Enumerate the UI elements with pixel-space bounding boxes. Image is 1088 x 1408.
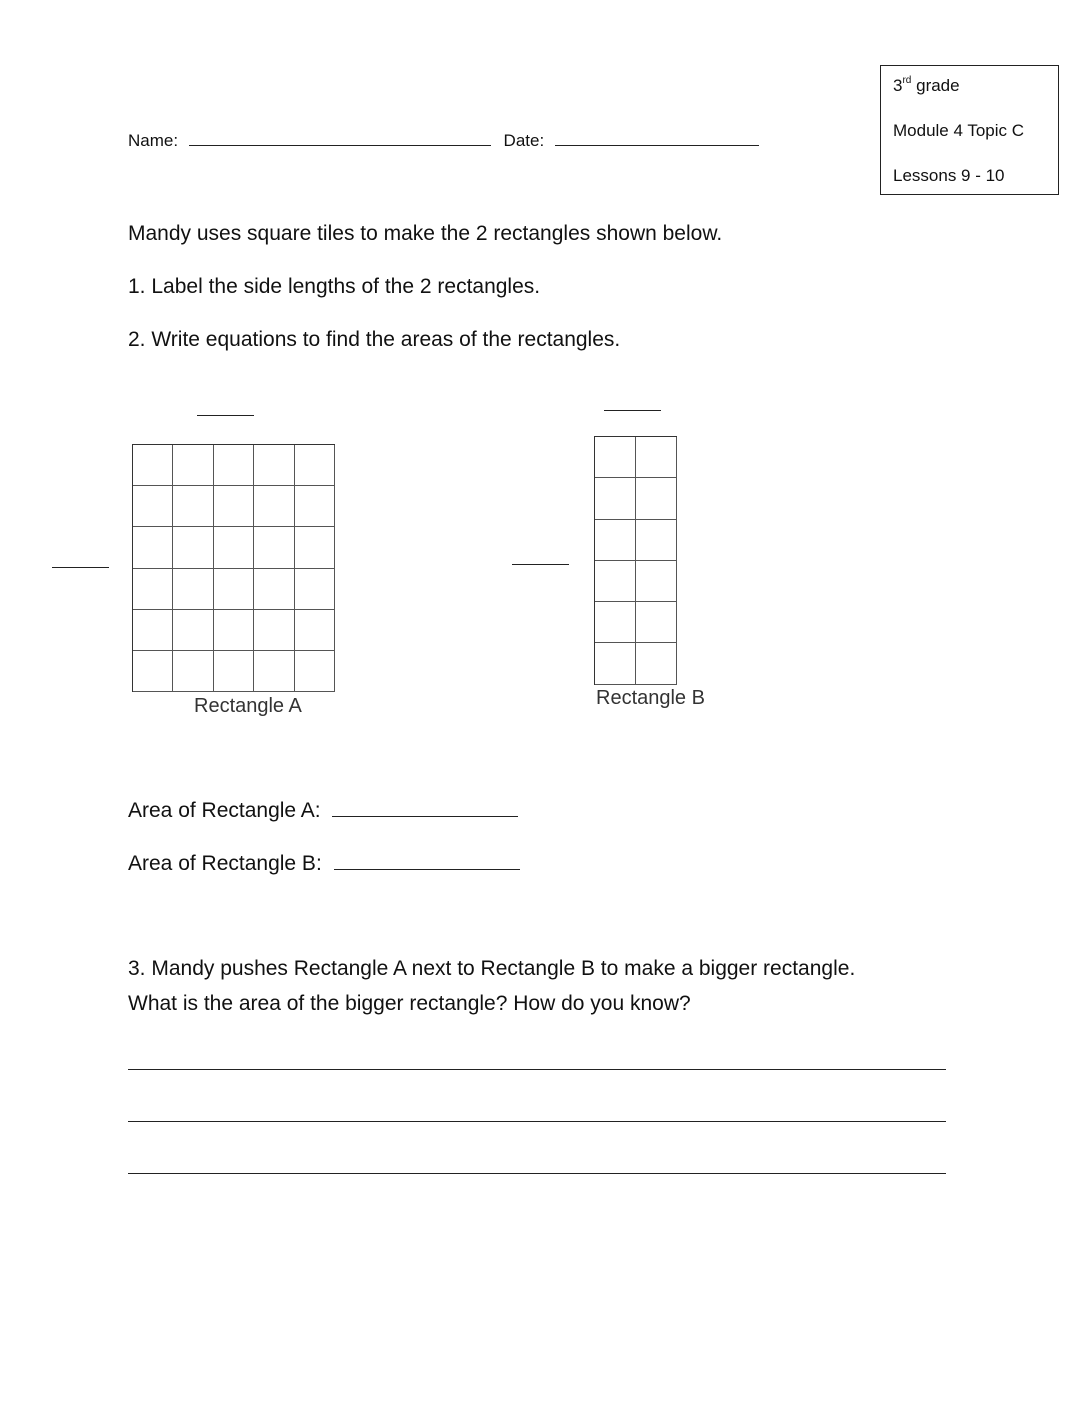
rectangle-a-tile — [254, 527, 294, 568]
rectangle-b-tile — [595, 561, 636, 602]
rectangle-a-tile — [295, 486, 335, 527]
name-label: Name: — [128, 131, 179, 150]
rectangle-a-row — [133, 569, 335, 610]
lesson-info-box — [880, 65, 1059, 195]
rectangle-a-tile — [254, 569, 294, 610]
rectangle-b-tile — [636, 437, 677, 478]
rect-a-height-blank[interactable] — [52, 567, 109, 568]
rect-b-width-blank[interactable] — [604, 410, 661, 411]
rectangle-a-tile — [173, 486, 213, 527]
rectangle-a-tile — [214, 486, 254, 527]
grade-text: grade — [916, 76, 960, 95]
grade-number: 3 — [893, 76, 903, 95]
rectangle-b-tile — [595, 520, 636, 561]
date-field[interactable] — [555, 144, 759, 146]
rectangle-a-tile — [173, 651, 213, 692]
answer-line-1[interactable] — [128, 1069, 946, 1070]
rectangle-a-tile — [173, 527, 213, 568]
rectangle-a-tile — [214, 569, 254, 610]
rectangle-b-tile — [636, 520, 677, 561]
rectangle-a-tile — [295, 527, 335, 568]
rectangle-b-tile — [636, 561, 677, 602]
rectangle-a-row — [133, 527, 335, 568]
rectangle-b-tile — [595, 437, 636, 478]
rectangle-b-row — [595, 437, 677, 478]
rectangle-a-label: Rectangle A — [194, 695, 302, 717]
module-text: Module 4 Topic C — [893, 121, 1025, 140]
area-a-answer[interactable] — [332, 815, 518, 817]
question-3-line-1: 3. Mandy pushes Rectangle A next to Rectangle B to make a bigger rectangle. — [128, 957, 856, 980]
rectangle-a-tile — [254, 486, 294, 527]
intro-text: Mandy uses square tiles to make the 2 rectangles shown below. — [128, 222, 723, 245]
rectangle-b-row — [595, 561, 677, 602]
rectangle-b-row — [595, 643, 677, 684]
area-b-label: Area of Rectangle B: — [128, 852, 322, 875]
area-a-label: Area of Rectangle A: — [128, 799, 321, 822]
rectangle-a-tile — [214, 527, 254, 568]
question-1: 1. Label the side lengths of the 2 rectangles. — [128, 275, 541, 298]
rectangle-b-tile — [595, 643, 636, 684]
rectangle-a-tile — [295, 651, 335, 692]
rectangle-a-grid — [132, 444, 335, 692]
rectangle-b-row — [595, 602, 677, 643]
rectangle-b-label: Rectangle B — [596, 687, 705, 709]
area-b-row — [128, 852, 520, 876]
rectangle-a-row — [133, 651, 335, 692]
rectangle-a-tile — [173, 569, 213, 610]
rectangle-a-tile — [254, 610, 294, 651]
date-label: Date: — [503, 131, 545, 150]
rectangle-a-tile — [295, 445, 335, 486]
lessons-text: Lessons 9 - 10 — [893, 166, 1005, 185]
rectangle-a-tile — [133, 569, 173, 610]
rectangle-a-tile — [214, 445, 254, 486]
rectangle-a-tile — [133, 651, 173, 692]
rectangle-b-tile — [636, 602, 677, 643]
rectangle-b-tile — [595, 478, 636, 519]
rectangle-b-grid — [594, 436, 677, 685]
rectangle-a-tile — [214, 651, 254, 692]
grade-line — [893, 76, 960, 96]
rectangle-a-tile — [295, 610, 335, 651]
answer-line-3[interactable] — [128, 1173, 946, 1174]
name-field[interactable] — [189, 144, 491, 146]
rectangle-b-row — [595, 520, 677, 561]
rectangle-a-row — [133, 486, 335, 527]
rectangle-b-row — [595, 478, 677, 519]
rectangle-b-tile — [636, 478, 677, 519]
area-b-answer[interactable] — [334, 868, 520, 870]
rectangle-a-tile — [133, 445, 173, 486]
rect-a-width-blank[interactable] — [197, 415, 254, 416]
rectangle-a-tile — [133, 610, 173, 651]
rectangle-a-tile — [173, 610, 213, 651]
rectangle-b-tile — [595, 602, 636, 643]
rectangle-a-tile — [295, 569, 335, 610]
area-a-row — [128, 799, 518, 823]
answer-line-2[interactable] — [128, 1121, 946, 1122]
rectangle-a-tile — [214, 610, 254, 651]
question-3-line-2: What is the area of the bigger rectangle? How do you know? — [128, 992, 691, 1015]
rectangle-a-tile — [254, 445, 294, 486]
rectangle-a-row — [133, 445, 335, 486]
question-2: 2. Write equations to find the areas of the rectangles. — [128, 328, 621, 351]
rectangle-a-row — [133, 610, 335, 651]
rectangle-b-tile — [636, 643, 677, 684]
grade-suffix: rd — [902, 75, 912, 86]
rect-b-height-blank[interactable] — [512, 564, 569, 565]
rectangle-a-tile — [173, 445, 213, 486]
rectangle-a-tile — [133, 527, 173, 568]
name-date-row — [128, 131, 759, 151]
rectangle-a-tile — [133, 486, 173, 527]
rectangle-a-tile — [254, 651, 294, 692]
